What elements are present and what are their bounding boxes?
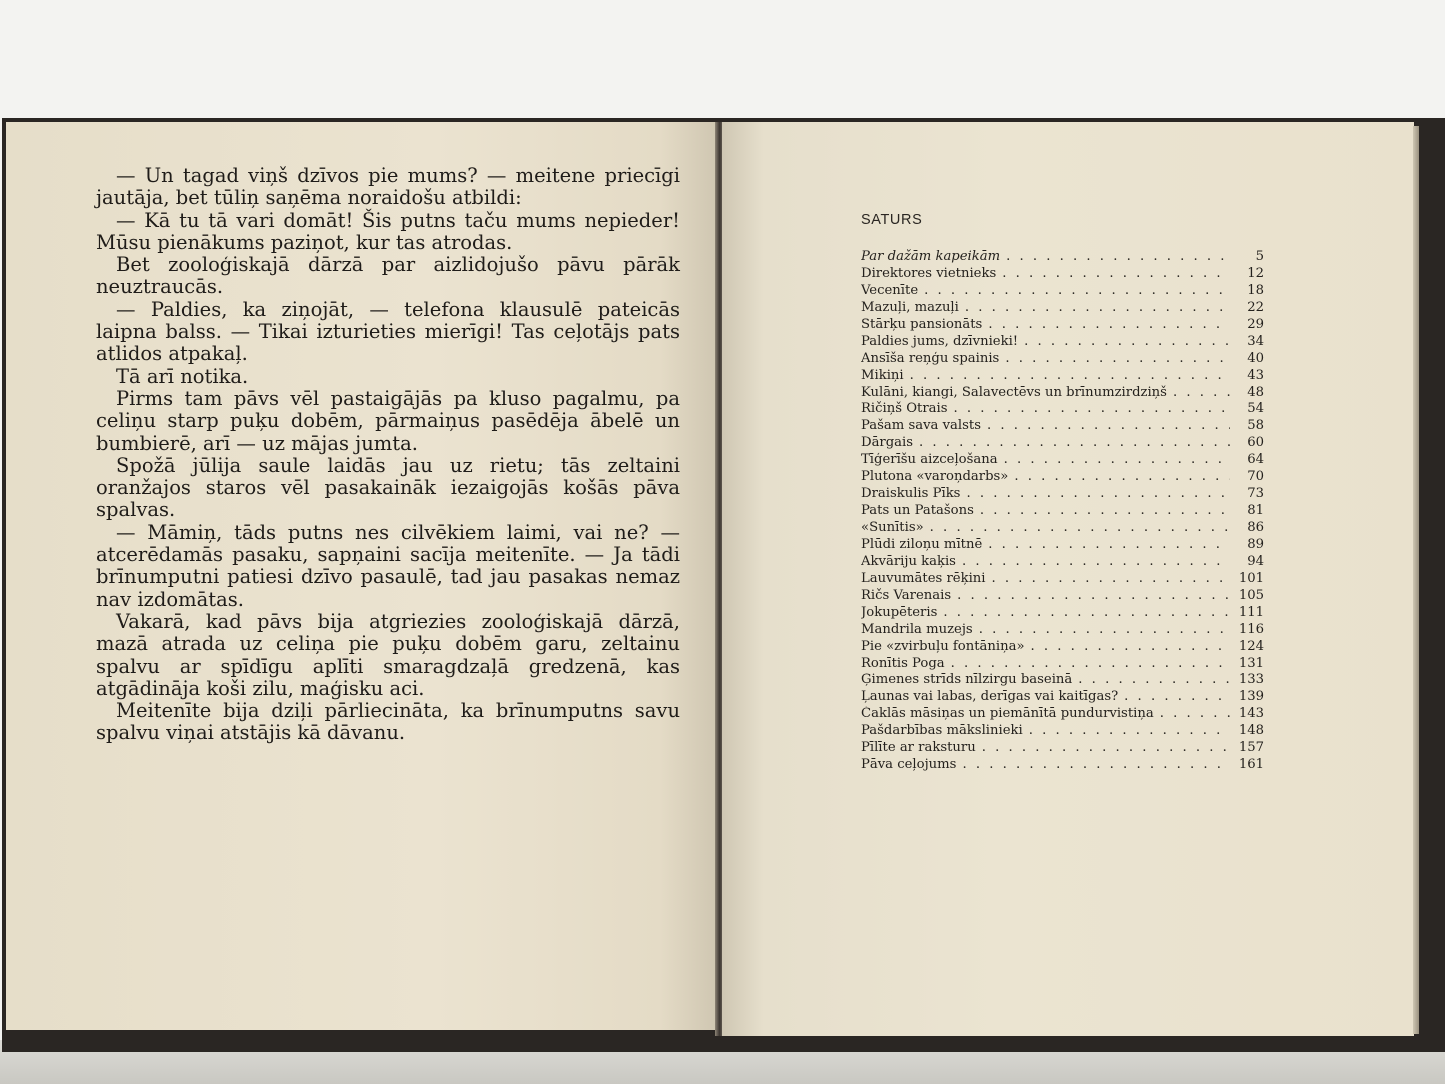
toc-entry-title: Ģimenes strīds nīlzirgu baseinā	[861, 672, 1073, 688]
toc-leader-dots	[904, 368, 1230, 385]
toc-entry-title: Stārķu pansionāts	[861, 316, 983, 332]
toc-entry-page: 148	[1238, 723, 1264, 739]
toc-entry-title: Paldies jums, dzīvnieki!	[861, 333, 1019, 349]
toc-entry	[861, 740, 1264, 757]
toc-entry-page: 86	[1247, 520, 1264, 535]
toc-entry-title: Pāva ceļojums	[861, 757, 957, 773]
toc-entry-page: 73	[1247, 486, 1264, 502]
toc-entry-title: Dārgais	[861, 435, 914, 451]
toc-entry-page: 64	[1247, 452, 1264, 468]
toc-leader-dots	[924, 520, 1230, 537]
toc-leader-dots	[986, 571, 1230, 588]
toc-heading: SATURS	[861, 212, 923, 228]
toc-entry-title: Pašam sava valsts	[861, 418, 981, 434]
toc-entry	[861, 639, 1264, 656]
toc-leader-dots	[998, 452, 1230, 469]
toc-entry	[861, 622, 1264, 639]
toc-leader-dots	[937, 605, 1230, 622]
toc-entry-page: 157	[1238, 740, 1264, 756]
toc-entry-page: 43	[1247, 367, 1264, 383]
toc-entry-title: Plūdi ziloņu mītnē	[861, 536, 983, 552]
toc-entry	[861, 418, 1264, 435]
toc-entry-title: Draiskulis Pīks	[861, 486, 961, 502]
toc-entry	[861, 588, 1264, 605]
toc-entry-page: 48	[1247, 384, 1264, 400]
toc-leader-dots	[956, 757, 1230, 774]
toc-entry-title: Jokupēteris	[861, 604, 938, 620]
toc-entry	[861, 266, 1264, 283]
story-text	[96, 165, 680, 745]
toc-entry-title: Ričs Varenais	[861, 587, 952, 603]
paragraph: — Paldies, ka ziņojāt, — telefona klausulē pateicās laipna balss. — Tikai izturieties mierīgi! Tas ceļotājs pats atlidos atpakaļ.	[96, 297, 680, 366]
toc-leader-dots	[981, 418, 1230, 435]
toc-entry-title: Čaklās māsiņas un piemānītā pundurvistiņa	[861, 706, 1154, 722]
toc-entry-page: 34	[1247, 333, 1264, 349]
toc-entry-page: 58	[1247, 418, 1264, 434]
toc-entry-title: Akvāriju kaķis	[861, 553, 956, 569]
toc-entry	[861, 656, 1264, 673]
toc-entry-title: «Sunītis»	[861, 520, 924, 535]
toc-leader-dots	[976, 740, 1230, 757]
toc-entry	[861, 672, 1264, 689]
toc-entry-title: Mazuļi, mazuļi	[861, 299, 959, 315]
toc-entry	[861, 554, 1264, 571]
toc-entry-title: Plutona «varoņdarbs»	[861, 469, 1009, 485]
toc-entry-page: 143	[1238, 706, 1264, 722]
toc-entry-page: 133	[1238, 672, 1264, 688]
toc-leader-dots	[1008, 469, 1230, 486]
toc-entry	[861, 689, 1264, 706]
toc-leader-dots	[1025, 639, 1230, 656]
toc-entry-title: Mikiņi	[861, 367, 904, 383]
toc-entry-title: Vecenīte	[861, 282, 919, 298]
toc-entry-page: 124	[1238, 638, 1264, 654]
toc-leader-dots	[1154, 706, 1230, 723]
toc-entry	[861, 435, 1264, 452]
toc-leader-dots	[1023, 723, 1230, 740]
toc-entry	[861, 351, 1264, 368]
toc-entry-page: 60	[1247, 435, 1264, 451]
toc-entry-title: Direktores vietnieks	[861, 265, 997, 281]
toc-leader-dots	[1072, 672, 1230, 689]
toc-leader-dots	[956, 554, 1230, 571]
toc-entry-page: 70	[1247, 469, 1264, 485]
toc-leader-dots	[982, 317, 1230, 334]
paragraph: Tā arī notika.	[116, 364, 249, 388]
toc-entry-title: Par dažām kapeikām	[861, 249, 1001, 264]
toc-entry	[861, 249, 1264, 266]
toc-leader-dots	[982, 537, 1230, 554]
toc-leader-dots	[951, 588, 1230, 605]
table-of-contents	[861, 249, 1264, 774]
toc-leader-dots	[947, 401, 1230, 418]
toc-entry	[861, 368, 1264, 385]
toc-leader-dots	[973, 622, 1230, 639]
paragraph: Vakarā, kad pāvs bija atgriezies zooloģiskajā dārzā, mazā atrada uz celiņa pie puķu dobēm garu, zeltainu spalvu ar spīdīgu aplīti smaragdzaļā gredzenā, kas atgādināja koši zilu, maģisku aci.	[96, 609, 680, 700]
toc-entry	[861, 385, 1264, 402]
toc-leader-dots	[1000, 249, 1230, 266]
toc-entry-page: 18	[1247, 282, 1264, 298]
toc-entry	[861, 452, 1264, 469]
toc-entry-page: 89	[1247, 536, 1264, 552]
toc-leader-dots	[913, 435, 1230, 452]
toc-entry-page: 105	[1238, 587, 1264, 603]
toc-leader-dots	[959, 300, 1230, 317]
toc-entry-page: 54	[1247, 401, 1264, 417]
toc-entry-title: Lauvumātes rēķini	[861, 570, 986, 586]
toc-entry-page: 116	[1238, 621, 1264, 637]
toc-leader-dots	[996, 266, 1230, 283]
toc-entry	[861, 706, 1264, 723]
toc-entry	[861, 520, 1264, 537]
toc-entry-page: 139	[1238, 689, 1264, 705]
toc-leader-dots	[974, 503, 1230, 520]
toc-leader-dots	[918, 283, 1230, 300]
toc-leader-dots	[1018, 334, 1230, 351]
toc-entry-page: 111	[1238, 604, 1264, 620]
toc-entry-title: Pīlīte ar raksturu	[861, 740, 976, 756]
toc-entry-page: 94	[1247, 553, 1264, 569]
toc-entry	[861, 401, 1264, 418]
toc-entry-page: 29	[1247, 316, 1264, 332]
toc-entry-title: Ričiņš Otrais	[861, 401, 948, 417]
paragraph: Spožā jūlija saule laidās jau uz rietu; tās zeltaini oranžajos staros vēl pasakaināk iezaigojās košās pāva spalvas.	[96, 453, 680, 522]
toc-entry-page: 5	[1255, 249, 1264, 264]
toc-entry-title: Ronītis Poga	[861, 655, 945, 671]
toc-entry-title: Mandrila muzejs	[861, 621, 973, 637]
toc-entry	[861, 334, 1264, 351]
toc-entry	[861, 571, 1264, 588]
paragraph: — Māmiņ, tāds putns nes cilvēkiem laimi, vai ne? — atcerēdamās pasaku, sapņaini sacīja meitenīte. — Ja tādi brīnumputni patiesi dzīvo pasaulē, tad jau pasakas nemaz nav izdomātas.	[96, 520, 680, 611]
toc-entry	[861, 317, 1264, 334]
toc-entry-page: 12	[1247, 265, 1264, 281]
toc-entry	[861, 537, 1264, 554]
paragraph: Meitenīte bija dziļi pārliecināta, ka brīnumputns savu spalvu viņai atstājis kā dāvanu.	[96, 699, 680, 745]
toc-entry	[861, 503, 1264, 520]
toc-entry	[861, 283, 1264, 300]
toc-entry-page: 161	[1238, 757, 1264, 773]
toc-entry-page: 40	[1247, 350, 1264, 366]
toc-entry-title: Pats un Patašons	[861, 503, 974, 519]
toc-entry-title: Ansīša reņģu spainis	[861, 350, 1000, 366]
toc-leader-dots	[960, 486, 1230, 503]
toc-entry-title: Pie «zvirbuļu fontāniņa»	[861, 638, 1025, 654]
page-edge	[1413, 126, 1419, 1034]
toc-entry	[861, 469, 1264, 486]
toc-leader-dots	[945, 656, 1230, 673]
toc-entry-title: Kulāni, kiangi, Salavectēvs un brīnumzirdziņš	[861, 384, 1167, 400]
toc-leader-dots	[999, 351, 1230, 368]
toc-leader-dots	[1118, 689, 1230, 706]
paragraph: — Kā tu tā vari domāt! Šis putns taču mums nepieder! Mūsu pienākums paziņot, kur tas atrodas.	[96, 208, 680, 254]
paragraph: — Un tagad viņš dzīvos pie mums? — meitene priecīgi jautāja, bet tūliņ saņēma noraidošu atbildi:	[96, 164, 680, 210]
toc-entry-title: Pašdarbības mākslinieki	[861, 723, 1023, 739]
toc-entry-page: 81	[1247, 503, 1264, 519]
toc-entry	[861, 605, 1264, 622]
toc-entry	[861, 757, 1264, 774]
toc-entry	[861, 723, 1264, 740]
toc-entry-title: Ļaunas vai labas, derīgas vai kaitīgas?	[861, 689, 1119, 705]
toc-entry-page: 101	[1238, 570, 1264, 586]
toc-entry	[861, 300, 1264, 317]
toc-entry-page: 22	[1247, 299, 1264, 315]
toc-leader-dots	[1167, 385, 1230, 402]
toc-entry-title: Tīģerīšu aizceļošana	[861, 452, 998, 468]
toc-entry-page: 131	[1238, 655, 1264, 671]
toc-entry	[861, 486, 1264, 503]
paragraph: Pirms tam pāvs vēl pastaigājās pa kluso pagalmu, pa celiņu starp puķu dobēm, pārmaiņus pasēdēja ābelē un bumbierē, arī — uz mājas jumta.	[96, 386, 680, 455]
paragraph: Bet zooloģiskajā dārzā par aizlidojušo pāvu pārāk neuztraucās.	[96, 253, 680, 299]
